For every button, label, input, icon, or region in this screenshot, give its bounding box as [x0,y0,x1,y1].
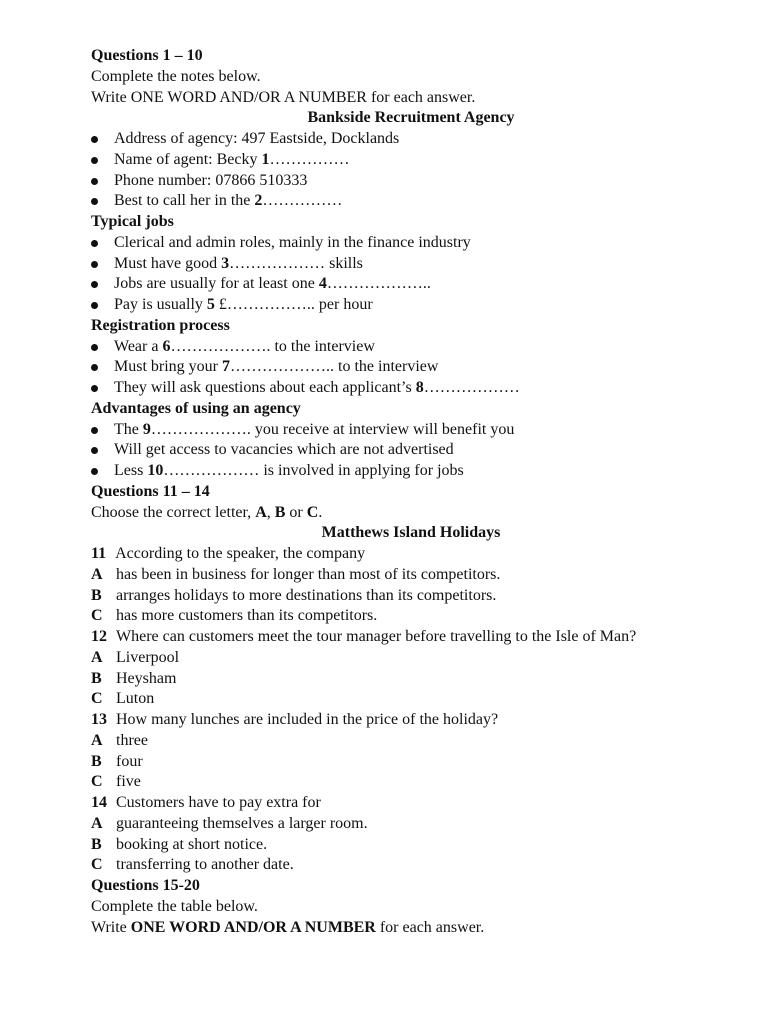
instruction [91,503,731,524]
option-letter: A [91,814,103,832]
bullet-item [91,440,731,461]
section-heading: Questions 11 – 14 [91,482,210,500]
option-text: Heysham [116,669,177,687]
question-number: 6 [162,337,171,355]
bullet-item [91,378,731,399]
bullet-text: Pay is usually [114,296,207,313]
question-number: 2 [254,192,263,210]
answer-gap: …………… [262,192,343,210]
option [91,772,731,793]
answer-gap: ……………… skills [229,254,363,272]
section-heading: Questions 1 – 10 [91,47,203,64]
question-number: 3 [221,254,230,272]
subheading: Typical jobs [91,213,174,230]
bullet-text: The [114,420,143,438]
answer-gap: ……………….. [326,275,431,293]
bullet-text: Must have good [114,254,222,272]
option [91,648,731,669]
instruction-text: . [318,503,323,521]
question-stem [91,627,731,648]
question-number: 7 [222,358,230,376]
question-number: 14 [91,794,107,811]
bullet-item [91,191,731,212]
instruction-text: or [285,503,307,521]
option-letter: B [91,835,102,853]
instruction: Complete the table below. [91,897,258,915]
bullet-item [91,357,731,378]
option-text: Liverpool [116,648,180,666]
option-letter: B [91,752,102,770]
section-heading: Questions 15-20 [91,877,200,894]
option [91,814,731,835]
option-text: three [116,731,148,749]
instruction-text: Choose the correct letter, [91,503,256,521]
instruction: Complete the notes below. [91,67,261,85]
answer-gap: ……………….. to the interview [230,358,439,376]
bullet-text: Must bring your [114,358,222,376]
option-text: four [116,752,143,770]
question-stem [91,793,731,814]
bullet-text: Clerical and admin roles, mainly in the finance industry [114,233,471,251]
option-letter: A [91,565,103,583]
instruction [91,918,731,939]
option-letter: C [91,773,103,791]
option [91,586,731,607]
question-text: Where can customers meet the tour manager before travelling to the Isle of Man? [116,628,637,645]
bullet-text: Address of agency: 497 Eastside, Docklands [114,130,400,147]
option-text: booking at short notice. [116,835,268,853]
bullet-item [91,461,731,482]
question-number: 13 [91,711,107,728]
notes-title: Bankside Recruitment Agency [307,109,515,127]
bullet-item [91,171,731,192]
question-text: How many lunches are included in the price of the holiday? [116,711,499,728]
question-number: 9 [142,420,151,438]
answer-gap: ……………… [423,379,520,396]
option-text: guaranteeing themselves a larger room. [116,814,368,832]
option-letter: A [91,731,103,749]
instruction-text: Write [91,918,131,936]
bullet-text: Best to call her in the [114,192,255,210]
instruction-text: for each answer. [375,918,485,936]
answer-gap: ………………. you receive at interview will benefit you [150,420,515,438]
option-letter: B [91,586,102,604]
answer-gap: £…………….. per hour [214,296,373,313]
option [91,855,731,876]
answer-gap: ………………. to the interview [170,337,375,355]
option-text: five [116,773,141,791]
bullet-item [91,233,731,254]
letter-c: C [306,503,319,521]
option-text: transferring to another date. [116,856,294,874]
question-number: 4 [318,275,327,293]
option-text: has more customers than its competitors. [116,607,378,625]
option [91,752,731,773]
option-letter: C [91,607,103,625]
bullet-text: Name of agent: Becky [114,150,262,168]
document-page [91,46,731,938]
letter-a: A [255,503,267,521]
bullet-item [91,254,731,275]
question-number: 12 [91,628,107,645]
bullet-text: Jobs are usually for at least one [114,275,319,293]
question-number: 8 [415,379,424,396]
option-letter: A [91,648,103,666]
option [91,606,731,627]
bullet-text: Less [114,462,148,479]
bullet-item [91,129,731,150]
bullet-item [91,150,731,171]
question-stem [91,710,731,731]
bullet-text: Phone number: 07866 510333 [114,171,308,189]
option [91,689,731,710]
section-title: Matthews Island Holidays [321,524,501,542]
instruction-text: , [266,503,275,521]
option-text: Luton [116,690,155,708]
option-letter: C [91,856,103,874]
option [91,669,731,690]
option-text: arranges holidays to more destinations than its competitors. [116,586,497,604]
option-letter: B [91,669,102,687]
option-letter: C [91,690,103,708]
option [91,731,731,752]
question-number: 1 [261,150,270,168]
bullet-item [91,274,731,295]
subheading: Registration process [91,316,230,334]
bullet-item [91,337,731,358]
instruction: Write ONE WORD AND/OR A NUMBER for each answer. [91,88,476,106]
question-text: Customers have to pay extra for [116,794,321,811]
bullet-text: They will ask questions about each applicant’s [114,379,416,396]
bullet-item [91,295,731,316]
question-text: According to the speaker, the company [115,545,366,562]
letter-b: B [274,503,286,521]
question-stem [91,544,731,565]
question-number: 10 [147,462,164,479]
bullet-item [91,420,731,441]
question-number: 11 [91,545,107,562]
option [91,835,731,856]
bullet-text: Will get access to vacancies which are not advertised [114,441,454,459]
bullet-text: Wear a [114,337,163,355]
answer-gap: …………… [269,150,350,168]
question-number: 5 [206,296,215,313]
option-text: has been in business for longer than most of its competitors. [116,565,501,583]
instruction-emphasis: ONE WORD AND/OR A NUMBER [130,918,376,936]
option [91,565,731,586]
answer-gap: ……………… is involved in applying for jobs [163,462,464,479]
subheading: Advantages of using an agency [91,399,301,417]
